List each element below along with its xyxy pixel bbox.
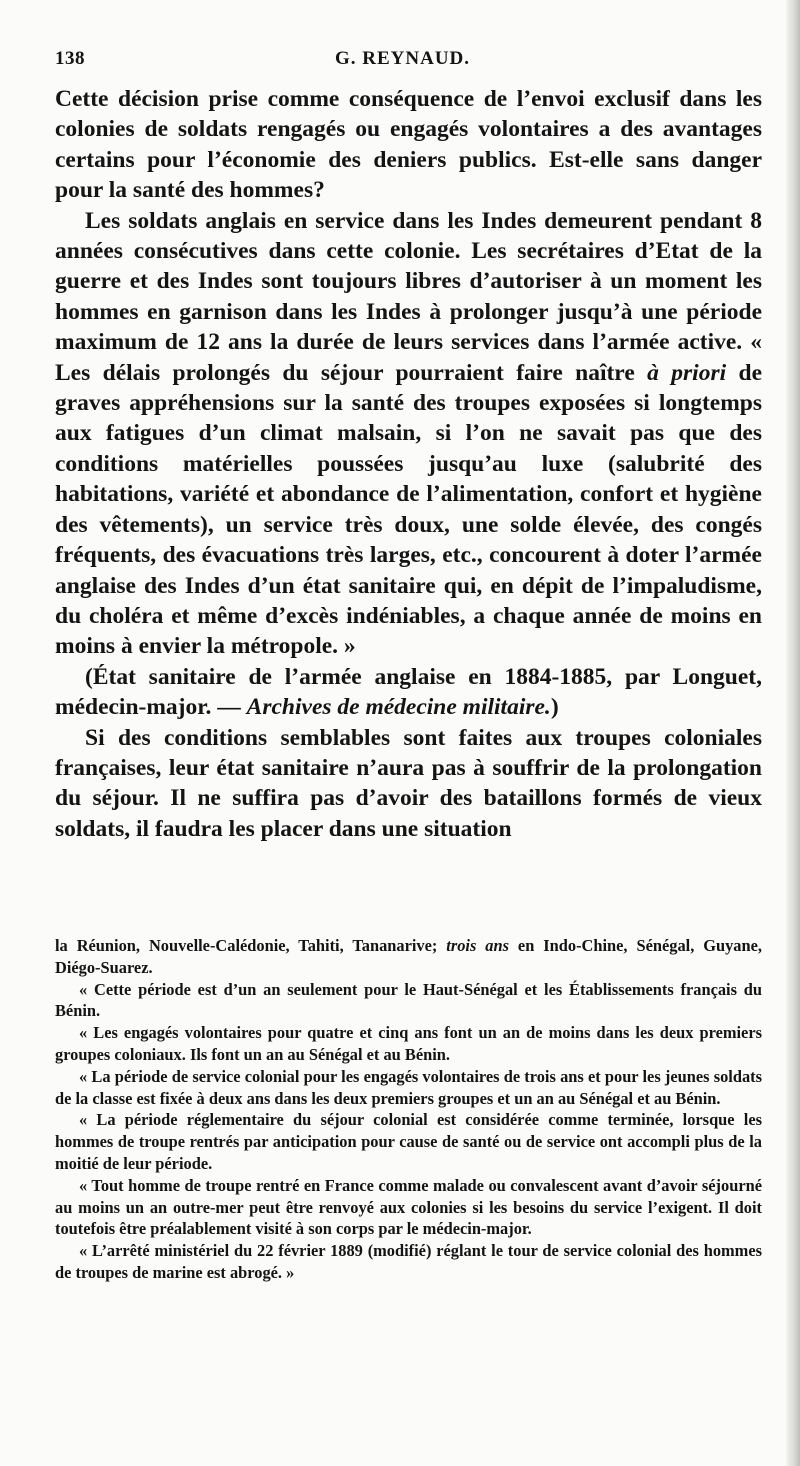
paragraph-2-italic: à priori [647,359,727,386]
paragraph-3 [55,662,762,723]
footnote-1 [55,935,762,979]
paragraph-4-text: Si des conditions semblables sont faites aux troupes coloniales françaises, leur état sanitaire n’aura pas à souffrir de la prolongation du séjour. Il ne suffira pas d’avoir des bataillons formés de vieux soldats, il faudra les placer dans une situation [55,724,762,842]
paragraph-3-text-a: (État sanitaire de l’armée anglaise en 1884-1885, par Longuet, médecin-major. — [55,663,762,721]
main-text [55,84,762,844]
footnote-1-text-b: en Indo-Chine, Sénégal, Guyane, Diégo-Suarez. [55,936,762,977]
footnote-4: « La période de service colonial pour les engagés volontaires de trois ans et pour les jeunes soldats de la classe est fixée à deux ans dans les deux premiers groupes et un an au Sénégal et au Bénin. [55,1066,762,1108]
page-header [55,48,760,76]
paragraph-4 [55,723,762,845]
footnote-7: « L’arrêté ministériel du 22 février 1889 (modifié) réglant le tour de service colonial des hommes de troupes de marine est abrogé. » [55,1241,762,1282]
page-number: 138 [55,48,85,69]
paragraph-2-text-b: de graves appréhensions sur la santé des troupes exposées si longtemps aux fatigues d’un climat malsain, si l’on ne savait pas que des conditions matérielles poussées jusqu’au luxe (salubrité des habitations, variété et abondance de l’alimentation, confort et hygiène des vêtements), un service très doux, une solde élevée, des congés fréquents, des évacuations très larges, etc., concourent à doter l’armée anglaise des Indes d’un état sanitaire qui, en dépit de l’impaludisme, du choléra et même d’excès indéniables, a chaque année de moins en moins à envier la métropole. » [55,359,763,660]
footnote-2: « Cette période est d’un an seulement pour le Haut-Sénégal et les Établissements français du Bénin. [55,979,762,1021]
footnote-3: « Les engagés volontaires pour quatre et cinq ans font un an de moins dans les deux premiers groupes coloniaux. Ils font un an au Sénégal et au Bénin. [55,1023,762,1064]
footnotes [55,935,762,1284]
paragraph-1-text: Cette décision prise comme conséquence de l’envoi exclusif dans les colonies de soldats rengagés ou engagés volontaires a des avantages certains pour l’économie des deniers publics. Est-elle sans danger pour la santé des hommes? [55,86,762,204]
paragraph-1 [55,84,762,206]
footnote-6: « Tout homme de troupe rentré en France comme malade ou convalescent avant d’avoir séjourné au moins un an outre-mer peut être renvoyé aux colonies si les besoins du service l’exigent. Il doit toutefois être préalablement visité à son corps par le médecin-major. [55,1175,762,1239]
footnote-1-text-a: la Réunion, Nouvelle-Calédonie, Tahiti, Tananarive; [55,936,447,955]
paragraph-2 [55,206,762,662]
running-head: G. REYNAUD. [335,48,471,69]
footnote-1-italic: trois ans [446,936,509,955]
page-edge-shadow [786,0,800,1466]
paragraph-2-text-a: Les soldats anglais en service dans les Indes demeurent pendant 8 années consécutives dans cette colonie. Les secrétaires d’Etat de la guerre et des Indes sont toujours libres d’autoriser à un moment les hommes en garnison dans les Indes à prolonger jusqu’à une période maximum de 12 ans la durée de leurs services dans l’armée active. « Les délais prolongés du séjour pourraient faire naître [55,207,762,386]
paragraph-3-italic: Archives de médecine militaire. [246,694,551,721]
footnote-5: « La période réglementaire du séjour colonial est considérée comme terminée, lorsque les hommes de troupe rentrés par anticipation pour cause de santé ou de service ont accompli plus de la moitié de leur période. [55,1110,762,1173]
paragraph-3-text-b: ) [550,694,559,721]
